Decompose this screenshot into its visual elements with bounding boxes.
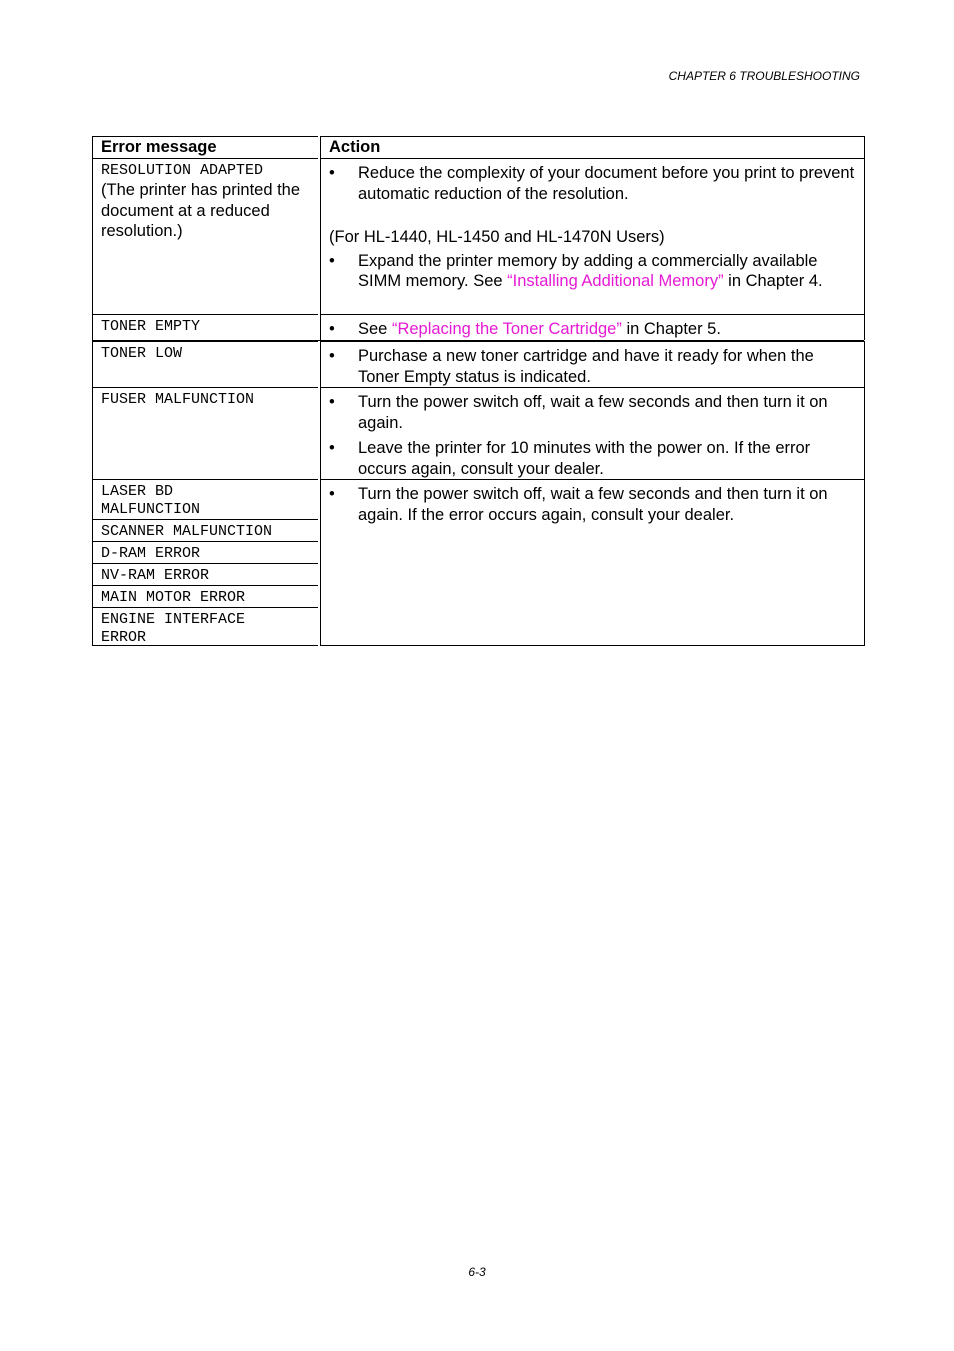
table-row: [92, 387, 864, 479]
action-bullet: [321, 484, 864, 525]
action-bullet: [321, 319, 864, 340]
error-note: (The printer has printed the document at a reduced resolution.): [101, 181, 301, 240]
action-text: Purchase a new toner cartridge and have it ready for when the Toner Empty status is indicated.: [358, 347, 814, 386]
action-text: in Chapter 5.: [621, 320, 721, 338]
chapter-header: CHAPTER 6 TROUBLESHOOTING: [668, 69, 860, 83]
column-header-action: Action: [329, 138, 381, 156]
action-bullet: [321, 438, 864, 479]
action-text: Expand the printer memory by adding a commercially available SIMM memory. See: [358, 251, 818, 290]
action-bullet: [321, 163, 864, 204]
table-row: [92, 479, 864, 646]
action-text: Turn the power switch off, wait a few seconds and then turn it on again.: [358, 393, 828, 432]
error-code: NV-RAM ERROR: [101, 567, 210, 584]
error-code: FUSER MALFUNCTION: [101, 391, 255, 408]
bullet-icon: •: [329, 347, 335, 365]
column-header-error: Error message: [101, 138, 217, 156]
error-code: SCANNER MALFUNCTION: [101, 523, 273, 540]
table-row: [92, 340, 864, 387]
error-code: MAIN MOTOR ERROR: [101, 589, 246, 606]
bullet-icon: •: [329, 393, 335, 411]
toner-cartridge-link[interactable]: “Replacing the Toner Cartridge”: [391, 320, 622, 338]
action-bullet: [321, 392, 864, 433]
error-code: ENGINE INTERFACE ERROR: [101, 611, 246, 646]
bullet-icon: •: [329, 485, 335, 503]
action-text: See: [358, 320, 392, 338]
action-bullet: [321, 346, 864, 387]
table-row: [92, 314, 864, 340]
table-header-row: [92, 136, 864, 158]
page-number: 6-3: [468, 1265, 486, 1279]
memory-link[interactable]: “Installing Additional Memory”: [507, 272, 724, 290]
error-table: [92, 136, 864, 646]
action-bullet: [321, 251, 864, 292]
bullet-icon: •: [329, 320, 335, 338]
error-code: D-RAM ERROR: [101, 545, 201, 562]
bullet-icon: •: [329, 439, 335, 457]
action-text: Turn the power switch off, wait a few seconds and then turn it on again. If the error occurs again, consult your dealer.: [358, 485, 828, 524]
error-code: TONER LOW: [101, 345, 183, 362]
error-code: LASER BD MALFUNCTION: [101, 483, 201, 518]
action-text: Reduce the complexity of your document before you print to prevent automatic reduction of the resolution.: [358, 164, 855, 203]
bullet-icon: •: [329, 251, 335, 270]
action-text: Leave the printer for 10 minutes with the power on. If the error occurs again, consult your dealer.: [358, 439, 811, 478]
table-row: [92, 158, 864, 314]
error-code: TONER EMPTY: [101, 318, 201, 335]
users-note: (For HL-1440, HL-1450 and HL-1470N Users): [329, 228, 665, 246]
action-text: in Chapter 4.: [723, 272, 823, 290]
error-code: RESOLUTION ADAPTED: [101, 162, 264, 179]
bullet-icon: •: [329, 164, 335, 182]
